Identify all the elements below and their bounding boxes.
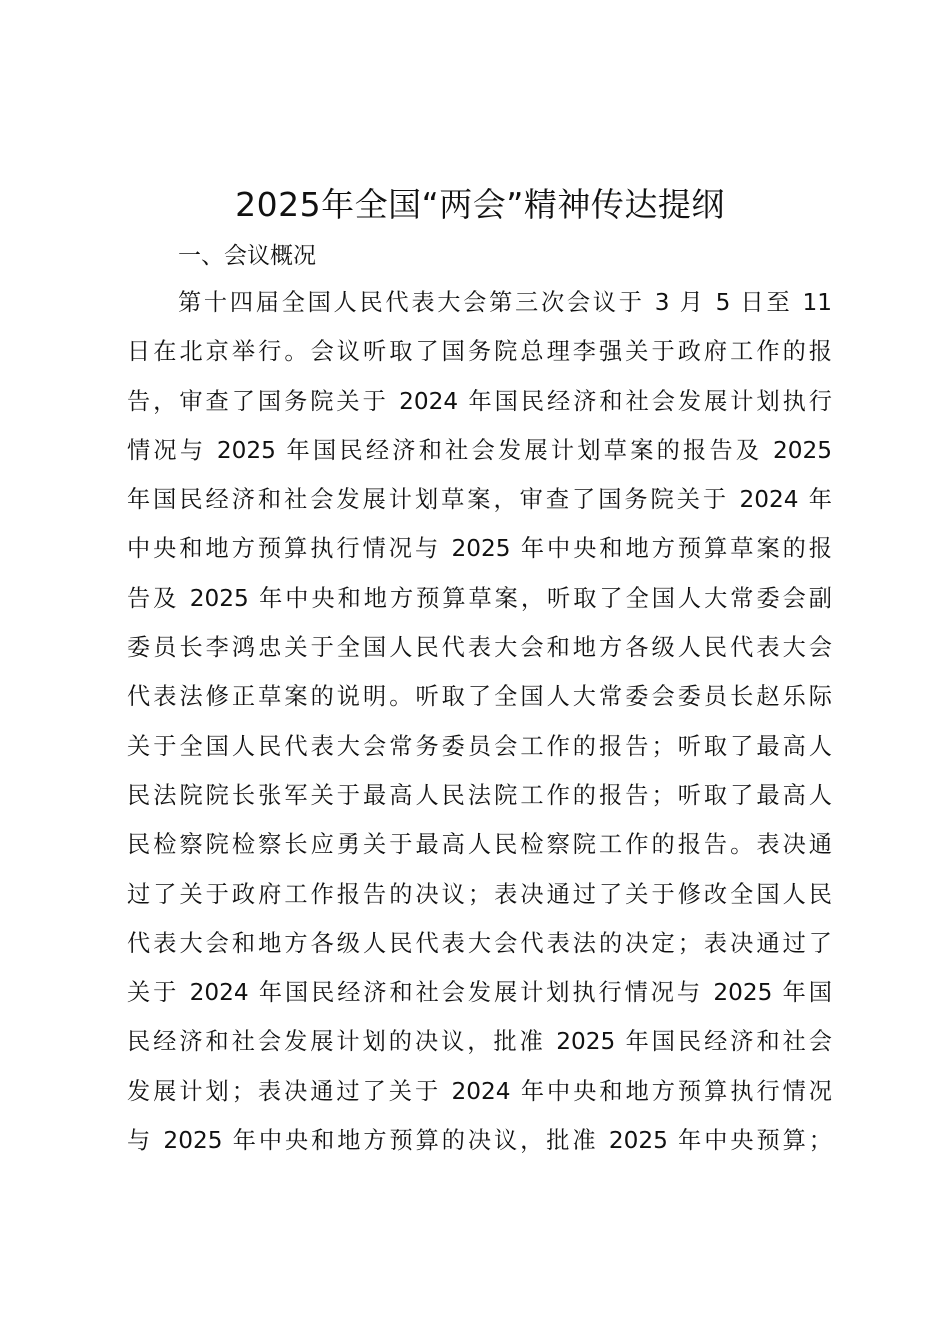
body-line: 与 2025 年中央和地方预算的决议，批准 2025 年中央预算； <box>127 1127 832 1155</box>
body-line: 委员长李鸿忠关于全国人民代表大会和地方各级人民代表大会 <box>127 634 832 662</box>
document-body <box>127 278 832 1165</box>
body-line: 告，审查了国务院关于 2024 年国民经济和社会发展计划执行 <box>127 387 832 415</box>
body-line: 发展计划；表决通过了关于 2024 年中央和地方预算执行情况 <box>127 1077 832 1105</box>
body-line: 第十四届全国人民代表大会第三次会议于 3 月 5 日至 11 <box>178 289 832 316</box>
body-line: 情况与 2025 年国民经济和社会发展计划草案的报告及 2025 <box>127 436 832 464</box>
body-line: 关于 2024 年国民经济和社会发展计划执行情况与 2025 年国 <box>127 979 832 1007</box>
section-heading: 一、会议概况 <box>178 243 316 269</box>
body-line: 告及 2025 年中央和地方预算草案，听取了全国人大常委会副 <box>127 584 832 612</box>
body-line: 代表大会和地方各级人民代表大会代表法的决定；表决通过了 <box>127 929 832 957</box>
body-line: 日在北京举行。会议听取了国务院总理李强关于政府工作的报 <box>127 338 832 366</box>
body-line: 代表法修正草案的说明。听取了全国人大常委会委员长赵乐际 <box>127 683 832 711</box>
document-title: 2025年全国“两会”精神传达提纲 <box>235 185 725 224</box>
body-line: 民经济和社会发展计划的决议，批准 2025 年国民经济和社会 <box>127 1028 832 1056</box>
body-line: 过了关于政府工作报告的决议；表决通过了关于修改全国人民 <box>127 880 832 908</box>
body-line: 年国民经济和社会发展计划草案，审查了国务院关于 2024 年 <box>127 486 832 514</box>
body-line: 关于全国人民代表大会常务委员会工作的报告；听取了最高人 <box>127 732 832 760</box>
body-line: 民法院院长张军关于最高人民法院工作的报告；听取了最高人 <box>127 781 832 809</box>
body-line: 中央和地方预算执行情况与 2025 年中央和地方预算草案的报 <box>127 535 832 563</box>
body-line: 民检察院检察长应勇关于最高人民检察院工作的报告。表决通 <box>127 831 832 859</box>
